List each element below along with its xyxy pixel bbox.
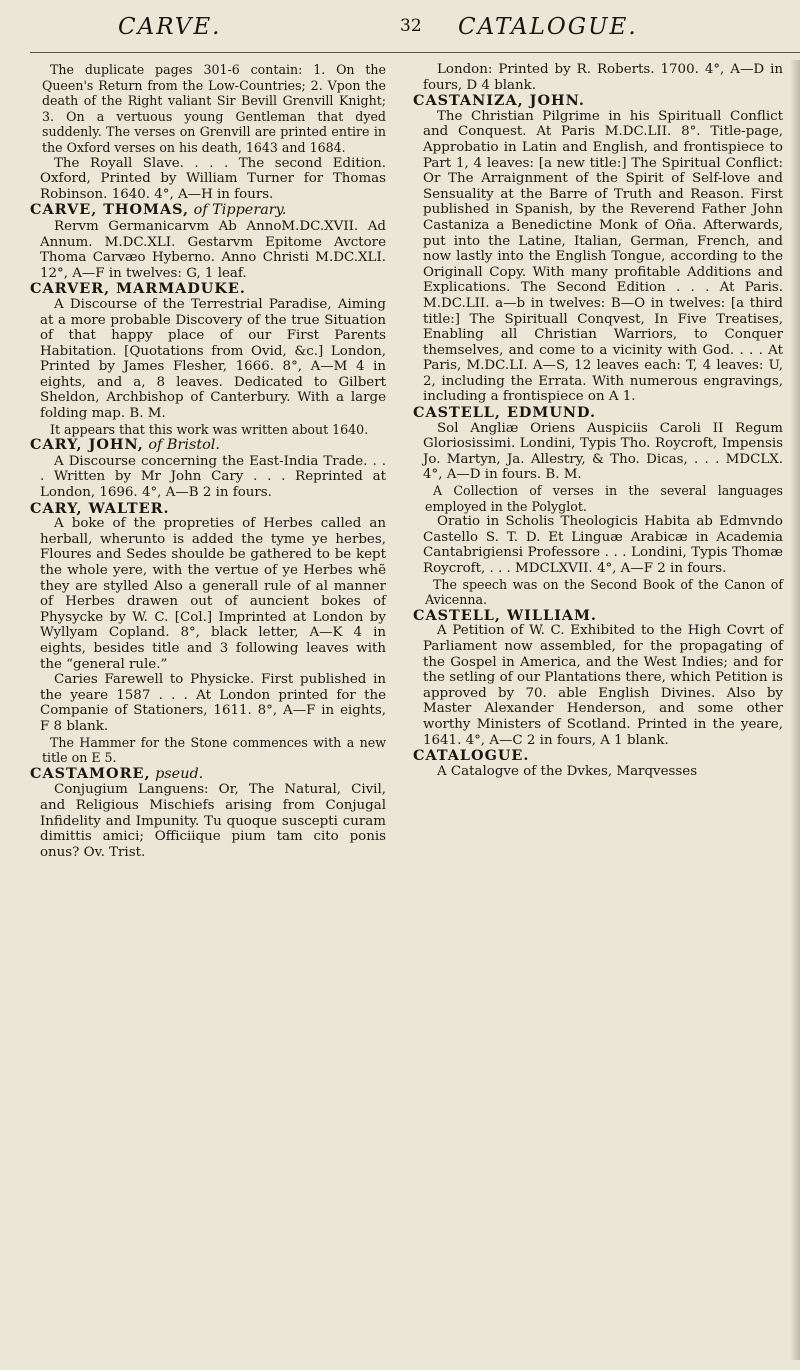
bibliographic-note: The Hammer for the Stone commences with a new title on E 5.: [42, 734, 386, 766]
catalogue-entry: Conjugium Languens: Or, The Natural, Civil, and Religious Mischiefs arising from Conjugal Infidelity and Impunity. Tu quoque suscepti curam dimittis amici; Officiique pium tam cito ponis onus? Ov. Trist.: [40, 782, 386, 860]
catalogue-entry: Sol Angliæ Oriens Auspiciis Caroli II Regum Gloriosissimi. Londini, Typis Tho. Roycroft, Impensis Jo. Martyn, Ja. Allestry, & Tho. Dicas, . . . MDCLX. 4°, A—D in fours. B. M.: [423, 420, 783, 483]
catalogue-entry: A Catalogve of the Dvkes, Marqvesses: [437, 763, 698, 779]
catalogue-heading: [413, 93, 783, 109]
right-column: [413, 62, 783, 779]
author-name: CASTELL, EDMUND.: [413, 404, 597, 422]
author-name: CARY, JOHN,: [30, 436, 144, 454]
author-qualifier: of Tipperary.: [189, 202, 287, 219]
running-head: [0, 14, 800, 54]
left-column: [30, 62, 386, 860]
page-edge-shadow: [790, 60, 800, 1360]
catalogue-heading: [413, 405, 783, 421]
catalogue-entry: The Christian Pilgrime in his Spirituall Conflict and Conquest. At Paris M.DC.LII. 8°. Title-page, Approbatio in Latin and English, and frontispiece to Part 1, 4 leaves: [a new title:] The Spiritual Conflict: Or The Arraignment of the Spirit of Self-love and Sensuality at the Barre of Truth and Reason. First published in Spanish, by the Reverend Father John Castaniza a Benedictine Monk of Oña. Afterwards, put into the Latine, Italian, German, French, and now lastly into the English Tongue, according to the Originall Copy. With many profitable Additions and Explications. The Second Edition . . . At Paris. M.DC.LII. a—b in twelves: B—O in twelves: [a third title:] The Spirituall Conqvest, In Five Treatises, Enabling all Christian Warriors, to Conquer themselves, and come to a vicinity with God. . . . At Paris, M.DC.LI. A—S, 12 leaves each: T, 4 leaves: U, 2, including the Errata. With numerous engravings, including a frontispiece on A 1.: [423, 108, 783, 405]
author-qualifier: pseud.: [150, 765, 204, 782]
catalogue-entry: Oratio in Scholis Theologicis Habita ab Edmvndo Castello S. T. D. Et Linguæ Arabicæ in Academia Cantabrigiensi Professore . . . Londini, Typis Thomæ Roycroft, . . . MDCLXVII. 4°, A—F 2 in fours.: [423, 514, 783, 576]
author-name: CATALOGUE.: [413, 747, 530, 765]
catalogue-heading: [30, 202, 386, 219]
bibliographic-note: The speech was on the Second Book of the Canon of Avicenna.: [425, 576, 783, 608]
author-name: CARVER, MARMADUKE.: [30, 280, 246, 298]
author-name: CARVE, THOMAS,: [30, 201, 190, 219]
catalogue-entry: A Discourse concerning the East-India Trade. . . . Written by Mr John Cary . . . Reprinted at London, 1696. 4°, A—B 2 in fours.: [40, 453, 386, 501]
catalogue-heading: [30, 501, 386, 517]
catalogue-heading: [413, 608, 783, 624]
catalogue-entry: The Royall Slave. . . . The second Edition. Oxford, Printed by William Turner for Thomas Robinson. 1640. 4°, A—H in fours.: [40, 155, 386, 202]
page-number: 32: [400, 16, 422, 36]
catalogue-heading: [413, 748, 783, 764]
bibliographic-note: A Collection of verses in the several languages employed in the Polyglot.: [425, 483, 783, 514]
catalogue-heading: [30, 766, 386, 783]
author-name: CASTAMORE,: [30, 764, 151, 782]
catalogue-entry: Caries Farewell to Physicke. First published in the yeare 1587 . . . At London printed for the Companie of Stationers, 1611. 8°, A—F in eights, F 8 blank.: [40, 672, 386, 734]
catalogue-entry: Rervm Germanicarvm Ab AnnoM.DC.XVII. Ad Annum. M.DC.XLI. Gestarvm Epitome Avctore Thoma Carvæo Hyberno. Anno Christi M.DC.XLI. 12°, A—F in twelves: G, 1 leaf.: [40, 218, 386, 281]
bibliographic-note: The duplicate pages 301-6 contain: 1. On the Queen's Return from the Low-Countries; 2. Vpon the death of the Right valiant Sir Bevill Grenvill Knight; 3. On a vertuous young Gentleman that dyed suddenly. The verses on Grenvill are printed entire in the Oxford verses on his death, 1643 and 1684.: [42, 62, 386, 155]
catalogue-entry: London: Printed by R. Roberts. 1700. 4°, A—D in fours, D 4 blank.: [423, 62, 783, 93]
catalogue-heading: [30, 281, 386, 297]
author-name: CASTELL, WILLIAM.: [413, 606, 597, 624]
catalogue-entry: A Petition of W. C. Exhibited to the High Covrt of Parliament now assembled, for the propagating of the Gospel in America, and the West Indies; and for the setling of our Plantations there, which Petition is approved by 70. able English Divines. Also by Master Alexander Henderson, and some other worthy Ministers of Scotland. Printed in the yeare, 1641. 4°, A—C 2 in fours, A 1 blank.: [423, 623, 783, 748]
catalogue-entry: A boke of the propreties of Herbes called an herball, wherunto is added the tyme ye herbes, Floures and Sedes shoulde be gathered to be kept the whole yere, with the vertue of ye Herbes whẽ they are stylled Also a generall rule of al manner of Herbes drawen out of auncient bokes of Physycke by W. C. [Col.] Imprinted at London by Wyllyam Copland. 8°, black letter, A—K 4 in eights, besides title and 3 following leaves with the “general rule.”: [40, 516, 386, 672]
catalogue-heading: [30, 437, 386, 454]
running-head-left: CARVE.: [118, 14, 222, 40]
catalogue-entry: A Discourse of the Terrestrial Paradise, Aiming at a more probable Discovery of the true Situation of that happy place of our First Parents Habitation. [Quotations from Ovid, &c.] London, Printed by James Flesher, 1666. 8°, A—M 4 in eights, and a, 8 leaves. Dedicated to Gilbert Sheldon, Archbishop of Canterbury. With a large folding map. B. M.: [40, 296, 386, 422]
author-name: CARY, WALTER.: [30, 499, 170, 517]
author-qualifier: of Bristol.: [143, 437, 220, 454]
header-rule: [30, 52, 800, 53]
running-head-right: CATALOGUE.: [458, 14, 638, 40]
author-name: CASTANIZA, JOHN.: [413, 92, 585, 110]
bibliographic-note: It appears that this work was written about 1640.: [50, 421, 369, 437]
